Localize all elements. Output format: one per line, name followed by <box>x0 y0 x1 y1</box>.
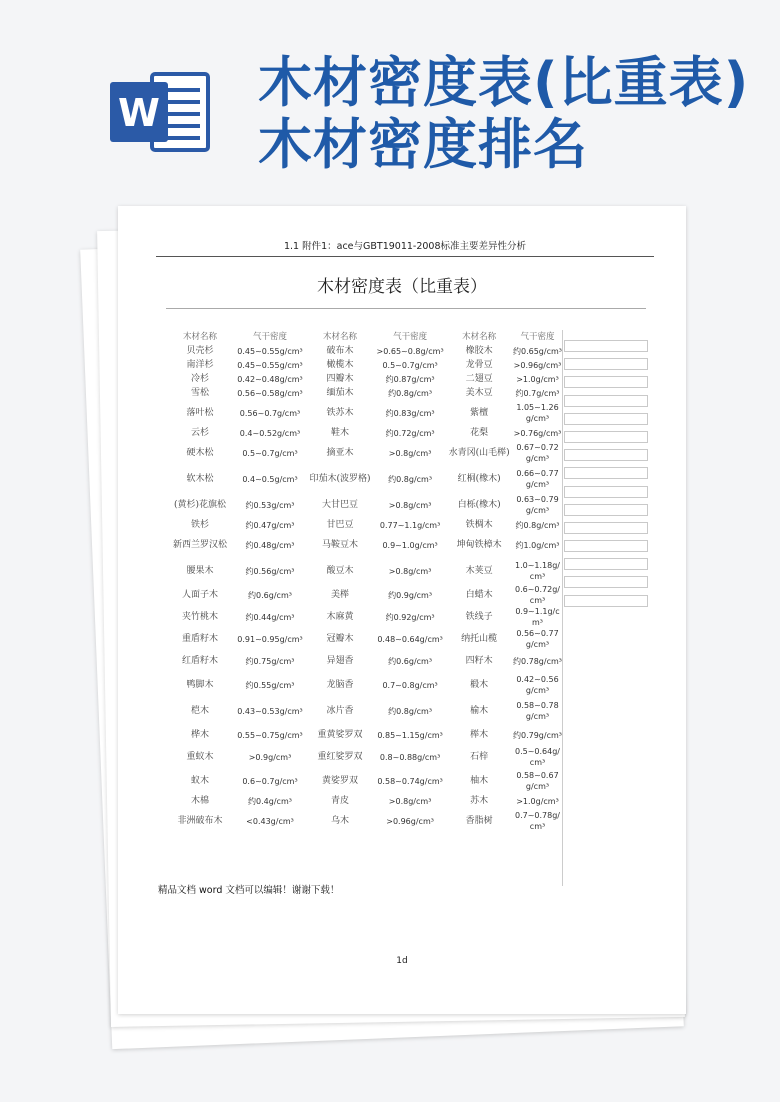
wood-name-cell: 鞋木 <box>331 427 350 438</box>
wood-name-cell: 纳托山榄 <box>461 633 498 644</box>
wood-name-cell: 四瓣木 <box>326 373 354 384</box>
wood-name-cell: 青皮 <box>331 795 350 806</box>
density-value-cell: 约0.44g/cm³ <box>245 612 295 622</box>
banner-title: 木材密度表(比重表)木材密度排名 <box>258 51 750 176</box>
density-value-cell: 0.77~1.1g/cm³ <box>379 520 441 530</box>
density-value-cell: 约0.75g/cm³ <box>245 656 295 666</box>
table-row <box>166 724 563 746</box>
wood-name-cell: 摘亚木 <box>326 447 354 458</box>
density-value-cell: >1.0g/cm³ <box>516 374 559 384</box>
table-row <box>166 358 563 372</box>
wood-name-cell: 美榉 <box>331 589 350 600</box>
density-value-cell: 0.56~0.77g/cm³ <box>516 629 559 649</box>
density-value-cell: 约0.7g/cm³ <box>515 388 560 398</box>
wood-name-cell: 重盾籽木 <box>181 633 218 644</box>
density-value-cell: 0.45~0.55g/cm³ <box>237 360 303 370</box>
wood-name-cell: 铁杉 <box>190 519 209 530</box>
table-row <box>166 440 563 466</box>
wood-name-cell: 桤木 <box>190 705 209 716</box>
wood-name-cell: 重黄娑罗双 <box>317 729 363 740</box>
wood-name-cell: 软木松 <box>186 473 214 484</box>
empty-side-box <box>564 449 648 461</box>
wood-name-cell: 缅茄木 <box>326 387 354 398</box>
wood-name-cell: 甘巴豆 <box>326 519 354 530</box>
wood-name-cell: 红桐(橡木) <box>457 473 501 484</box>
density-value-cell: 约0.4g/cm³ <box>248 796 292 806</box>
density-value-cell: 0.6~0.7g/cm³ <box>242 776 298 786</box>
density-value-cell: 0.5~0.7g/cm³ <box>382 360 438 370</box>
density-value-cell: 约0.8g/cm³ <box>388 474 433 484</box>
empty-side-box <box>564 413 648 425</box>
empty-side-box <box>564 486 648 498</box>
title-divider <box>166 308 646 309</box>
wood-name-cell: 红盾籽木 <box>181 655 218 666</box>
density-value-cell: >0.76g/cm³ <box>513 428 562 438</box>
wood-name-cell: 冠瓣木 <box>326 633 354 644</box>
wood-density-table <box>166 330 563 834</box>
wood-name-cell: 蚁木 <box>190 775 209 786</box>
density-value-cell: 0.56~0.7g/cm³ <box>239 408 301 418</box>
table-row <box>166 492 563 518</box>
document-page <box>118 206 686 1014</box>
wood-name-cell: 二翅豆 <box>465 373 493 384</box>
empty-side-box <box>564 467 648 479</box>
density-value-cell: 1.05~1.26g/cm³ <box>516 403 559 423</box>
wood-name-cell: 榆木 <box>470 705 489 716</box>
table-row <box>166 344 563 358</box>
wood-name-cell: 铁苏木 <box>326 407 354 418</box>
wood-name-cell: 落叶松 <box>186 407 214 418</box>
empty-side-box <box>564 358 648 370</box>
density-value-cell: >0.65~0.8g/cm³ <box>376 346 444 356</box>
density-value-cell: 0.9~1.1g/cm³ <box>515 607 560 627</box>
wood-name-cell: 雪松 <box>190 387 209 398</box>
empty-side-box <box>564 376 648 388</box>
table-row <box>166 532 563 558</box>
table-row <box>166 558 563 584</box>
wood-name-cell: 新西兰罗汉松 <box>172 539 227 550</box>
density-value-cell: 0.4~0.5g/cm³ <box>242 474 298 484</box>
wood-name-cell: 铁线子 <box>465 611 493 622</box>
table-row <box>166 650 563 672</box>
density-value-cell: >0.96g/cm³ <box>513 360 562 370</box>
density-value-cell: 约0.55g/cm³ <box>245 680 295 690</box>
density-value-cell: 0.58~0.74g/cm³ <box>377 776 443 786</box>
density-value-cell: <0.43g/cm³ <box>246 816 294 826</box>
density-value-cell: 0.4~0.52g/cm³ <box>239 428 301 438</box>
wood-name-cell: 冷杉 <box>190 373 209 384</box>
empty-side-box <box>564 540 648 552</box>
density-value-cell: 0.43~0.53g/cm³ <box>237 706 303 716</box>
table-row <box>166 518 563 532</box>
document-header: 1.1 附件1：ace与GBT19011-2008标准主要差异性分析 <box>156 238 654 257</box>
wood-name-cell: 鸭脚木 <box>186 679 214 690</box>
density-value-cell: >0.8g/cm³ <box>388 796 432 806</box>
wood-name-cell: 橄榄木 <box>326 359 354 370</box>
wood-name-cell: 印茄木(波罗格) <box>309 473 371 484</box>
density-value-cell: 约0.78g/cm³ <box>513 656 562 666</box>
density-value-cell: >0.96g/cm³ <box>386 816 434 826</box>
wood-name-cell: 重红娑罗双 <box>317 751 363 762</box>
side-box-column <box>564 340 648 613</box>
document-title: 木材密度表（比重表） <box>317 277 487 297</box>
empty-side-box <box>564 595 648 607</box>
wood-name-cell: 异翅香 <box>326 655 354 666</box>
wood-name-cell: 重蚁木 <box>186 751 214 762</box>
density-value-cell: 0.42~0.48g/cm³ <box>237 374 303 384</box>
column-header: 气干密度 <box>520 331 555 342</box>
density-value-cell: 约0.47g/cm³ <box>245 520 295 530</box>
wood-name-cell: (黄杉)花旗松 <box>173 499 226 510</box>
density-value-cell: 0.7~0.8g/cm³ <box>382 680 438 690</box>
table-row <box>166 746 563 768</box>
density-value-cell: 0.9~1.0g/cm³ <box>382 540 438 550</box>
table-row <box>166 426 563 440</box>
table-header-row <box>166 330 563 344</box>
column-header: 木材名称 <box>323 331 358 342</box>
wood-name-cell: 白蜡木 <box>465 589 493 600</box>
table-row <box>166 606 563 628</box>
wood-name-cell: 破布木 <box>326 345 354 356</box>
table-row <box>166 672 563 698</box>
density-value-cell: 约0.79g/cm³ <box>513 730 562 740</box>
density-value-cell: 约0.56g/cm³ <box>245 566 295 576</box>
word-logo-letter: W <box>118 91 160 135</box>
density-value-cell: >0.8g/cm³ <box>388 500 432 510</box>
density-value-cell: 0.91~0.95g/cm³ <box>237 634 303 644</box>
wood-name-cell: 大甘巴豆 <box>322 499 359 510</box>
density-value-cell: 约0.48g/cm³ <box>245 540 295 550</box>
wood-name-cell: 非洲破布木 <box>177 815 223 826</box>
density-value-cell: 0.85~1.15g/cm³ <box>377 730 443 740</box>
wood-name-cell: 花梨 <box>470 427 489 438</box>
density-value-cell: 约0.65g/cm³ <box>513 346 562 356</box>
table-row <box>166 698 563 724</box>
wood-name-cell: 贝壳杉 <box>186 345 214 356</box>
empty-side-box <box>564 504 648 516</box>
table-row <box>166 466 563 492</box>
density-value-cell: >0.9g/cm³ <box>248 752 292 762</box>
wood-name-cell: 紫檀 <box>470 407 489 418</box>
wood-name-cell: 四籽木 <box>465 655 493 666</box>
density-value-cell: 约0.53g/cm³ <box>245 500 295 510</box>
density-value-cell: 0.45~0.55g/cm³ <box>237 346 303 356</box>
wood-name-cell: 铁椆木 <box>465 519 493 530</box>
density-value-cell: 约0.6g/cm³ <box>388 656 433 666</box>
wood-name-cell: 马鞍豆木 <box>322 539 359 550</box>
density-value-cell: 0.66~0.77g/cm³ <box>516 469 559 489</box>
table-row <box>166 768 563 794</box>
wood-name-cell: 木麻黄 <box>326 611 354 622</box>
empty-side-box <box>564 522 648 534</box>
density-value-cell: 约0.87g/cm³ <box>385 374 435 384</box>
wood-name-cell: 椴木 <box>470 679 489 690</box>
wood-name-cell: 坤甸铁樟木 <box>456 539 502 550</box>
density-value-cell: 0.58~0.67g/cm³ <box>516 771 559 791</box>
empty-side-box <box>564 576 648 588</box>
empty-side-box <box>564 431 648 443</box>
density-value-cell: 约0.8g/cm³ <box>388 706 433 716</box>
wood-name-cell: 龙骨豆 <box>465 359 493 370</box>
table-row <box>166 400 563 426</box>
wood-name-cell: 柚木 <box>470 775 489 786</box>
density-value-cell: >1.0g/cm³ <box>516 796 559 806</box>
wood-name-cell: 香脂树 <box>465 815 493 826</box>
density-value-cell: 0.63~0.79g/cm³ <box>516 495 559 515</box>
density-value-cell: 0.8~0.88g/cm³ <box>379 752 441 762</box>
table-row <box>166 386 563 400</box>
density-value-cell: 约0.83g/cm³ <box>385 408 435 418</box>
wood-name-cell: 美木豆 <box>465 387 493 398</box>
column-header: 气干密度 <box>253 331 288 342</box>
column-header: 木材名称 <box>462 331 497 342</box>
wood-name-cell: 木荚豆 <box>465 565 493 576</box>
density-value-cell: 约1.0g/cm³ <box>515 540 560 550</box>
density-value-cell: 0.56~0.58g/cm³ <box>237 388 303 398</box>
wood-name-cell: 橡胶木 <box>465 345 493 356</box>
wood-name-cell: 云杉 <box>190 427 209 438</box>
wood-name-cell: 乌木 <box>331 815 350 826</box>
density-value-cell: 1.0~1.18g/cm³ <box>514 561 560 581</box>
table-row <box>166 808 563 834</box>
column-header: 木材名称 <box>182 331 217 342</box>
density-value-cell: 约0.72g/cm³ <box>385 428 435 438</box>
wood-name-cell: 夹竹桃木 <box>181 611 218 622</box>
density-value-cell: 约0.92g/cm³ <box>385 612 435 622</box>
density-value-cell: 约0.9g/cm³ <box>388 590 433 600</box>
density-value-cell: 约0.8g/cm³ <box>388 388 433 398</box>
table-row <box>166 584 563 606</box>
density-value-cell: 约0.6g/cm³ <box>248 590 292 600</box>
density-value-cell: >0.8g/cm³ <box>388 448 432 458</box>
density-value-cell: 约0.8g/cm³ <box>515 520 560 530</box>
density-value-cell: 0.7~0.78g/cm³ <box>514 811 560 831</box>
wood-name-cell: 苏木 <box>470 795 489 806</box>
table-row <box>166 794 563 808</box>
wood-name-cell: 酸豆木 <box>326 565 354 576</box>
footer-note: 精品文档 word 文档可以编辑！谢谢下载！ <box>158 885 340 896</box>
empty-side-box <box>564 558 648 570</box>
column-header: 气干密度 <box>393 331 428 342</box>
wood-name-cell: 桦木 <box>190 729 209 740</box>
table-row <box>166 372 563 386</box>
wood-name-cell: 冰片香 <box>326 705 354 716</box>
wood-name-cell: 水青冈(山毛榉) <box>448 447 510 458</box>
density-value-cell: >0.8g/cm³ <box>388 566 432 576</box>
density-value-cell: 0.67~0.72g/cm³ <box>516 443 559 463</box>
wood-name-cell: 榉木 <box>470 729 489 740</box>
page-number: 1d <box>396 956 408 966</box>
wood-name-cell: 白栎(橡木) <box>457 499 501 510</box>
wood-name-cell: 木棉 <box>190 795 209 806</box>
density-value-cell: 0.55~0.75g/cm³ <box>237 730 303 740</box>
density-value-cell: 0.5~0.7g/cm³ <box>242 448 298 458</box>
wood-name-cell: 硬木松 <box>186 447 214 458</box>
word-logo-icon <box>108 68 210 156</box>
wood-name-cell: 龙脑香 <box>326 679 354 690</box>
wood-name-cell: 黄娑罗双 <box>322 775 359 786</box>
wood-name-cell: 南洋杉 <box>186 359 214 370</box>
table-body <box>166 344 563 834</box>
density-value-cell: 0.5~0.64g/cm³ <box>514 747 560 767</box>
table-right-border <box>562 330 563 886</box>
density-value-cell: 0.6~0.72g/cm³ <box>514 585 560 605</box>
wood-name-cell: 腰果木 <box>186 565 214 576</box>
empty-side-box <box>564 395 648 407</box>
wood-name-cell: 人面子木 <box>181 589 218 600</box>
density-value-cell: 0.42~0.56g/cm³ <box>516 675 559 695</box>
empty-side-box <box>564 340 648 352</box>
table-row <box>166 628 563 650</box>
density-value-cell: 0.58~0.78g/cm³ <box>516 701 559 721</box>
wood-name-cell: 石梓 <box>470 751 489 762</box>
density-value-cell: 0.48~0.64g/cm³ <box>377 634 443 644</box>
